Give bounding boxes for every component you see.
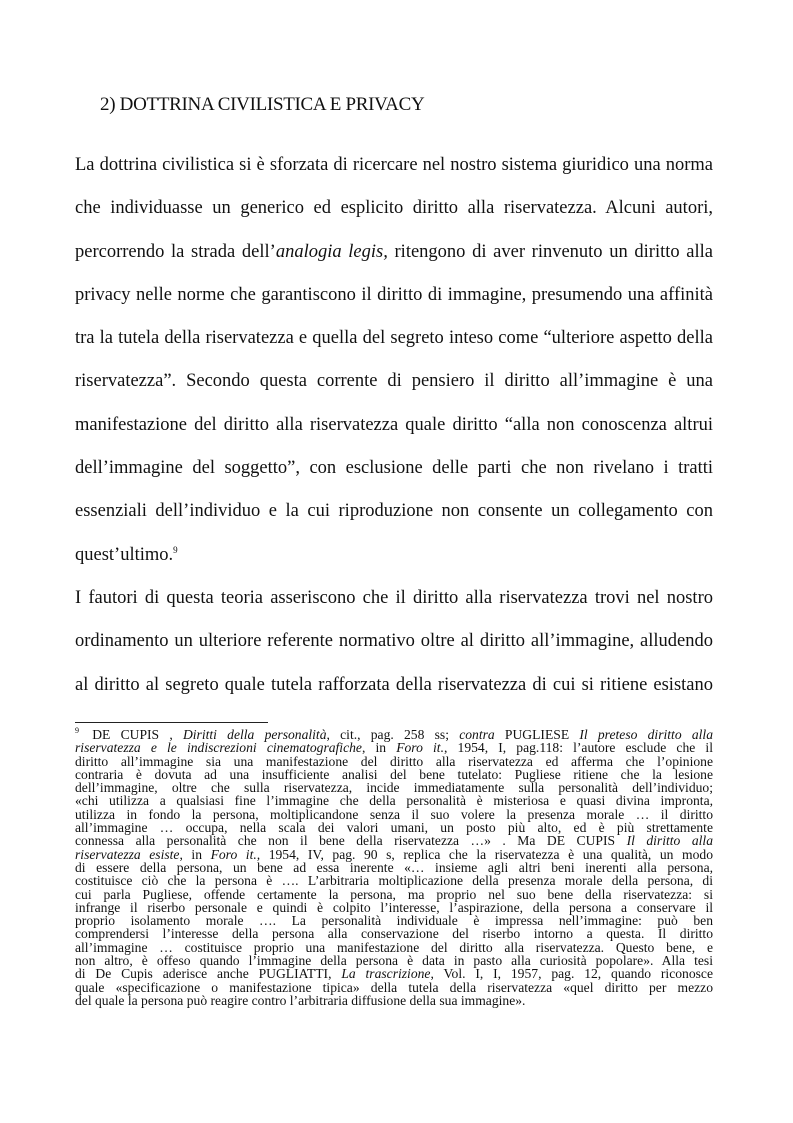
text-run: DE CUPIS , [82, 727, 183, 742]
italic-run: Foro it., [210, 846, 261, 862]
footnote-line [75, 781, 713, 794]
text-line: che individuasse un generico ed esplicito diritto alla riservatezza. Alcuni autori, [75, 198, 713, 219]
text-run: di De Cupis aderisce anche PUGLIATTI, [75, 966, 342, 982]
text-run: all’immagine … occupa, nella scala dei valori umani, un posto più alto, ed è più strettamente [75, 820, 713, 836]
italic-run: Foro it. [396, 740, 444, 756]
italic-run: riservatezza esiste [75, 846, 180, 862]
footnote-line [75, 914, 713, 927]
text-line: al diritto al segreto quale tutela rafforzata della riservatezza di cui si ritiene esistano [75, 674, 713, 695]
footnote-line [75, 981, 713, 994]
text-run: contraria è dovuta ad una insufficiente analisi del bene tutelato: Pugliese ritiene che la lesione [75, 766, 713, 782]
text-run: connessa alla personalità che non il bene della riservatezza …» . Ma DE CUPIS [75, 833, 627, 849]
text-run: , in [361, 740, 397, 756]
footnote-line [75, 808, 713, 821]
italic-run: Diritti della personalità [182, 727, 327, 742]
text-run: comprendersi l’interesse della persona alla conservazione del riserbo intorno a questa. Il diritto [75, 926, 713, 942]
footnote-line [75, 941, 713, 954]
text-line: riservatezza”. Secondo questa corrente di pensiero il diritto all’immagine è una [75, 371, 713, 392]
footnote-line [75, 994, 713, 1007]
text-run: percorrendo la strada dell’ [75, 241, 276, 262]
italic-run: analogia legis, [275, 241, 388, 262]
footnote-line [75, 874, 713, 887]
text-run: quale «specificazione o manifestazione tipica» della tutela della riservatezza «quel diritto per mezzo [75, 979, 713, 995]
text-run: di essere della persona, un bene ad essa inerente «… insieme agli altri beni inerenti alla persona, [75, 859, 713, 875]
text-line: manifestazione del diritto alla riservatezza quale diritto “alla non conoscenza altrui [75, 414, 713, 435]
text-run: , Vol. I, I, 1957, pag. 12, quando riconosce [430, 966, 713, 982]
text-run: infrange il riserbo personale e quindi è colpito l’interesse, l’aspirazione, della persona a conservare il [75, 899, 713, 915]
text-run: all’immagine … costituisce proprio una manifestazione del diritto alla riservatezza. Questo bene, e [75, 939, 713, 955]
italic-run: contra [459, 727, 495, 742]
section-heading: 2) DOTTRINA CIVILISTICA E PRIVACY [100, 94, 425, 115]
text-run: utilizza in fondo la persona, moltiplicandone senza il suo volere la presenza morale … il diritto [75, 806, 713, 822]
text-run: , 1954, I, pag.118: l’autore esclude che il [443, 740, 713, 756]
footnote-line [75, 768, 713, 781]
text-line [75, 534, 713, 577]
body-text [75, 144, 713, 707]
text-run: cui parla Pugliese, offende certamente la persona, ma proprio nel suo bene della riservatezza: si [75, 886, 713, 902]
footnote-line [75, 848, 713, 861]
text-line: dell’immagine del soggetto”, con esclusione delle parti che non rivelano i tratti [75, 458, 713, 479]
footnote-separator [75, 722, 268, 723]
text-line [75, 231, 713, 274]
text-line: La dottrina civilistica si è sforzata di ricercare nel nostro sistema giuridico una norma [75, 155, 713, 175]
footnote-line [75, 927, 713, 940]
text-line: privacy nelle norme che garantiscono il diritto di immagine, presumendo una affinità [75, 284, 713, 305]
text-run: proprio isolamento morale …. La personalità individuale è impressa nell’immagine: può ben [75, 913, 713, 929]
text-run: , cit., pag. 258 ss; [326, 727, 460, 742]
footnote-line [75, 741, 713, 754]
text-run: dell’immagine, oltre che sulla riservatezza, incide immediatamente sulla personalità dell’individuo; [75, 780, 713, 796]
paragraph-2 [75, 577, 713, 707]
italic-run: Il diritto alla [626, 833, 713, 849]
footnote-number: 9 [75, 726, 79, 736]
footnote-line [75, 794, 713, 807]
text-line: tra la tutela della riservatezza e quella del segreto inteso come “ulteriore aspetto della [75, 328, 713, 349]
text-run: 1954, IV, pag. 90 s, replica che la riservatezza è una qualità, un modo [260, 846, 713, 862]
text-run: PUGLIESE [494, 727, 580, 742]
italic-run: La trascrizione [341, 966, 431, 982]
text-run: non altro, è offeso quando l’immagine della persona è data in pasto alla curiosità popolare». Alla tesi [75, 953, 713, 969]
text-run: ritengono di aver rinvenuto un diritto alla [387, 241, 713, 262]
text-run: costituisce ciò che la persona è …. L’arbitraria moltiplicazione della presenza morale della persona, di [75, 873, 713, 889]
text-run: diritto all’immagine sia una manifestazione del diritto alla riservatezza ed afferma che l’opinione [75, 753, 713, 769]
footnote-line [75, 834, 713, 847]
footnote-line [75, 861, 713, 874]
footnote-line [75, 967, 713, 980]
text-run: , in [179, 846, 211, 862]
footnote-line [75, 901, 713, 914]
italic-run: Il preteso diritto alla [579, 727, 713, 742]
footnote-line [75, 755, 713, 768]
footnote-ref: 9 [173, 544, 178, 555]
text-line: I fautori di questa teoria asseriscono che il diritto alla riservatezza trovi nel nostro [75, 587, 713, 608]
text-line: essenziali dell’individuo e la cui riproduzione non consente un collegamento con [75, 501, 713, 522]
footnote-line [75, 888, 713, 901]
footnote-line [75, 821, 713, 834]
italic-run: riservatezza e le indiscrezioni cinematografiche [75, 740, 362, 756]
footnote [75, 728, 713, 1007]
text-run: del quale la persona può reagire contro l’arbitraria diffusione della sua immagine». [75, 992, 526, 1008]
text-run: quest’ultimo. [75, 544, 174, 565]
text-line: ordinamento un ulteriore referente normativo oltre al diritto all’immagine, alludendo [75, 631, 713, 652]
text-run: «chi utilizza a qualsiasi fine l’immagine che della personalità è misteriosa e quasi divina impronta, [75, 793, 713, 809]
footnote-line [75, 728, 713, 741]
footnote-line [75, 954, 713, 967]
paragraph-1 [75, 144, 713, 577]
